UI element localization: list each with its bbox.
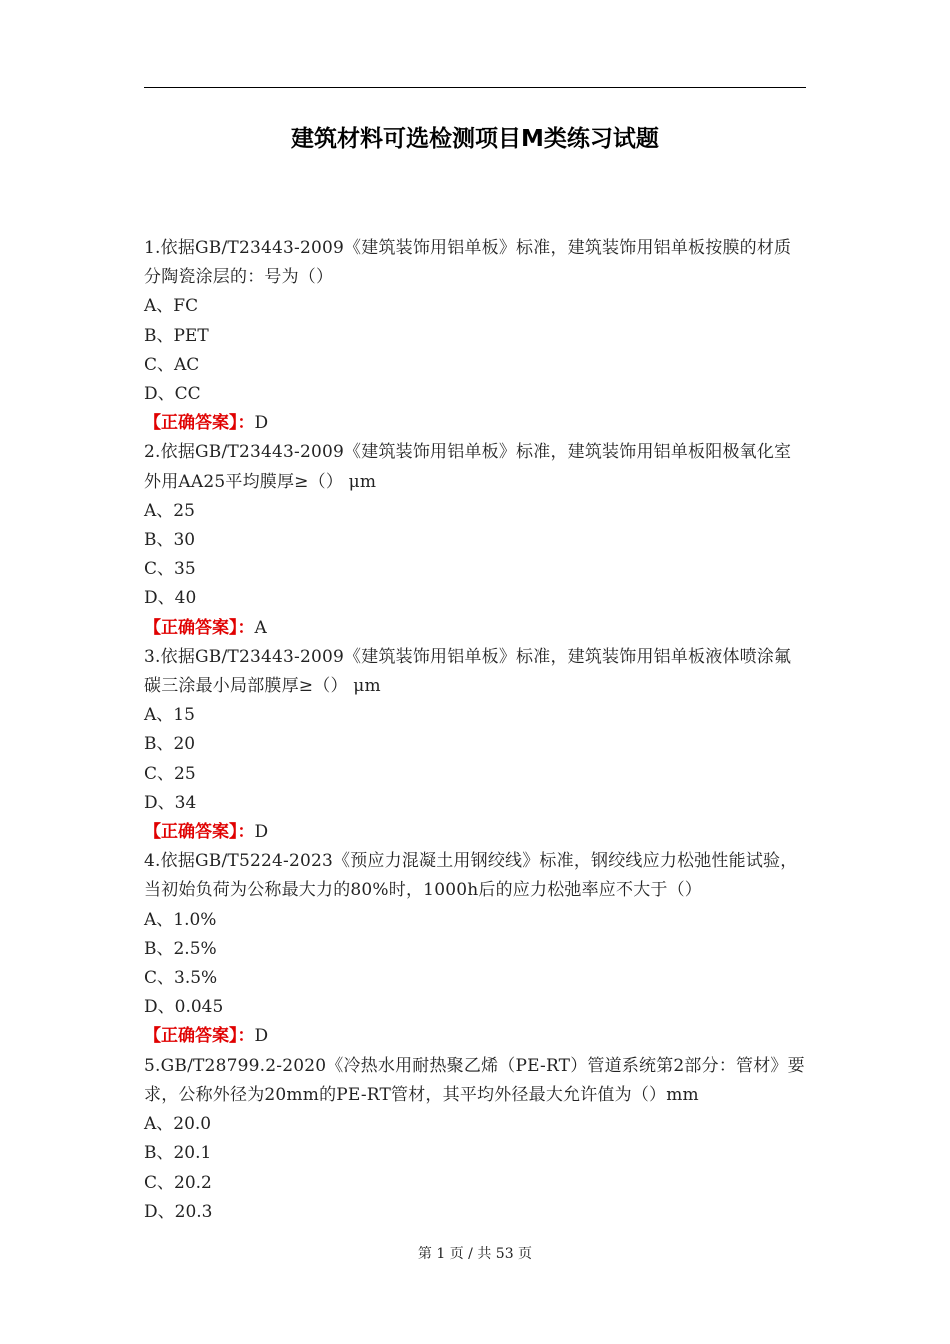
question-stem: 4.依据GB/T5224-2023《预应力混凝土用钢绞线》标准，钢绞线应力松弛性能试验，当初始负荷为公称最大力的80%时，1000h后的应力松弛率应不大于（）	[144, 851, 798, 901]
question-block	[144, 643, 806, 847]
option-d: D、CC	[144, 384, 201, 405]
option-d: D、0.045	[144, 997, 224, 1018]
answer-value: D	[254, 822, 269, 843]
option-b: B、30	[144, 530, 196, 551]
question-list	[144, 234, 806, 1227]
option-a: A、25	[144, 500, 195, 521]
option-b: B、2.5%	[144, 938, 217, 959]
question-block	[144, 234, 806, 438]
document-title: 建筑材料可选检测项目M类练习试题	[291, 126, 659, 152]
option-a: A、20.0	[144, 1114, 212, 1135]
option-b: B、20.1	[144, 1143, 212, 1164]
option-c: C、35	[144, 559, 196, 580]
option-b: B、PET	[144, 325, 209, 346]
question-stem: 2.依据GB/T23443-2009《建筑装饰用铝单板》标准，建筑装饰用铝单板阳极氧化室外用AA25平均膜厚≥（） μm	[144, 442, 792, 492]
answer-label: 【正确答案】：	[144, 822, 255, 843]
option-c: C、20.2	[144, 1172, 212, 1193]
option-c: C、3.5%	[144, 968, 218, 989]
question-stem: 1.依据GB/T23443-2009《建筑装饰用铝单板》标准，建筑装饰用铝单板按膜的材质分陶瓷涂层的：号为（）	[144, 238, 792, 288]
header-rule	[144, 87, 806, 88]
question-stem: 3.依据GB/T23443-2009《建筑装饰用铝单板》标准，建筑装饰用铝单板液体喷涂氟碳三涂最小局部膜厚≥（） μm	[144, 646, 792, 697]
answer-line	[144, 614, 806, 643]
option-a: A、1.0%	[144, 909, 217, 930]
question-block	[144, 438, 806, 642]
option-a: A、FC	[144, 296, 199, 317]
option-d: D、40	[144, 588, 197, 609]
option-b: B、20	[144, 734, 196, 755]
answer-line	[144, 1022, 806, 1051]
option-d: D、20.3	[144, 1201, 213, 1222]
answer-value: D	[254, 413, 269, 434]
option-c: C、25	[144, 763, 196, 784]
answer-value: D	[254, 1026, 269, 1047]
answer-label: 【正确答案】：	[144, 413, 255, 434]
question-block	[144, 847, 806, 1051]
answer-value: A	[254, 617, 267, 638]
question-stem: 5.GB/T28799.2-2020《冷热水用耐热聚乙烯（PE-RT）管道系统第2部分：管材》要求，公称外径为20mm的PE-RT管材，其平均外径最大允许值为（）mm	[144, 1055, 805, 1105]
question-block	[144, 1052, 806, 1227]
answer-label: 【正确答案】：	[144, 1026, 255, 1047]
answer-line	[144, 409, 806, 438]
option-c: C、AC	[144, 354, 200, 375]
option-d: D、34	[144, 792, 197, 813]
option-a: A、15	[144, 705, 195, 726]
page-number: 第 1 页 / 共 53 页	[417, 1246, 533, 1262]
answer-line	[144, 818, 806, 847]
answer-label: 【正确答案】：	[144, 617, 255, 638]
